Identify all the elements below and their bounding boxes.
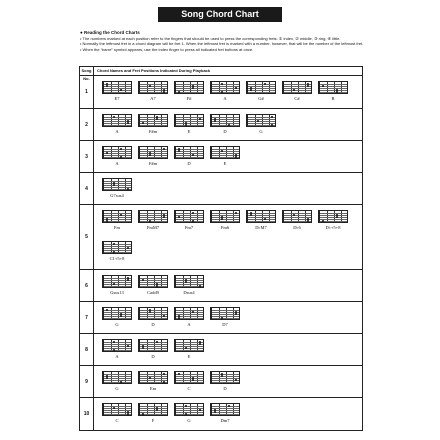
- intro-line: • When the “barre” symbol appears, use the index finger to press all indicated fret buttons at once.: [80, 46, 254, 52]
- chord-item: [174, 146, 204, 166]
- chord-table: [79, 66, 363, 431]
- song-number: 8: [80, 334, 94, 365]
- chord-name: A: [115, 354, 119, 359]
- col-chords-header: Chord Names and Fret Positions Indicated During Playback: [97, 68, 211, 73]
- chord-item: [210, 403, 240, 423]
- chord-item: [210, 114, 240, 134]
- chord-name: D♭M7: [255, 225, 267, 230]
- chord-name: A7: [150, 96, 156, 101]
- table-row: [80, 398, 362, 430]
- chord-diagram: [174, 339, 204, 352]
- chord-diagram: [102, 81, 132, 94]
- chord-name: F#: [186, 96, 192, 101]
- chord-diagram: [174, 146, 204, 159]
- chord-list: [94, 141, 362, 172]
- chord-diagram: [210, 81, 240, 94]
- chord-item: [174, 371, 204, 391]
- intro-line: • The numbers marked at each position refer to the fingers that should be used to press the corresponding frets: ① index, ② middle, ③ ring, ④ little.: [80, 35, 341, 41]
- chord-item: [174, 114, 204, 134]
- chord-name: Cadd9: [147, 290, 159, 295]
- intro-section: [80, 30, 370, 52]
- chord-name: F: [151, 418, 155, 423]
- chord-name: D: [223, 129, 227, 134]
- chord-diagram: [210, 403, 240, 416]
- chord-name: G7sus4: [110, 193, 124, 198]
- chord-name: E: [223, 161, 227, 166]
- chord-name: D: [151, 322, 155, 327]
- chord-item: [318, 210, 348, 231]
- chord-name: G: [187, 418, 191, 423]
- chord-item: [102, 81, 132, 101]
- chord-diagram: [138, 307, 168, 320]
- chord-item: [210, 81, 240, 101]
- chord-name: C#: [294, 96, 300, 101]
- chord-diagram: [138, 81, 168, 94]
- chord-list: [94, 270, 362, 301]
- chord-item: [318, 81, 348, 101]
- chord-diagram: [246, 210, 276, 223]
- chord-item: [102, 307, 132, 327]
- chord-diagram: [318, 81, 348, 94]
- chord-item: [246, 81, 276, 101]
- chord-list: [94, 302, 362, 333]
- chord-item: [102, 403, 132, 423]
- chord-name: FmM7: [146, 225, 160, 230]
- col-song-no: Song No.: [80, 67, 94, 75]
- chord-list: [94, 366, 362, 397]
- chord-name: G: [115, 386, 119, 391]
- chord-list: [94, 334, 362, 365]
- chord-item: [102, 241, 132, 261]
- chord-item: [138, 81, 168, 101]
- chord-item: [102, 275, 132, 295]
- chord-name: D7: [222, 322, 228, 327]
- chord-diagram: [210, 210, 240, 223]
- chord-diagram: [138, 403, 168, 416]
- chord-name: Dsus4: [183, 290, 195, 295]
- chord-item: [174, 210, 204, 230]
- table-row: [80, 173, 362, 205]
- chord-name: F#m: [148, 161, 158, 166]
- chord-name: G: [115, 322, 119, 327]
- page-title: Song Chord Chart: [158, 7, 282, 22]
- chord-name: C: [187, 386, 191, 391]
- chord-item: [102, 146, 132, 166]
- chord-item: [174, 275, 204, 295]
- intro-heading: ● Reading the Chord Charts: [80, 30, 140, 35]
- chord-name: C: [115, 418, 119, 423]
- chord-name: Fm6: [220, 225, 230, 230]
- chord-diagram: [174, 81, 204, 94]
- chord-item: [138, 210, 168, 230]
- chord-name: F#m: [148, 129, 158, 134]
- chord-item: [246, 210, 276, 231]
- chord-diagram: [174, 403, 204, 416]
- song-number: 1: [80, 76, 94, 108]
- intro-heading-text: Reading the Chord Charts: [83, 30, 140, 35]
- chord-item: [210, 210, 240, 230]
- chord-diagram: [102, 275, 132, 288]
- table-row: [80, 141, 362, 173]
- table-row: [80, 205, 362, 270]
- table-row: [80, 334, 362, 366]
- chord-item: [246, 114, 276, 134]
- chord-item: [138, 275, 168, 295]
- chord-name: E: [187, 354, 191, 359]
- chord-item: [102, 178, 132, 198]
- chord-diagram: [102, 307, 132, 320]
- chord-item: [138, 146, 168, 166]
- chord-item: [174, 307, 204, 327]
- song-number: 5: [80, 205, 94, 269]
- chord-name: D: [187, 161, 191, 166]
- chord-diagram: [318, 210, 348, 223]
- chord-item: [138, 371, 168, 391]
- chord-item: [102, 114, 132, 134]
- chord-name: E7: [114, 96, 120, 101]
- chord-item: [138, 339, 168, 359]
- chord-name: D: [151, 354, 155, 359]
- chord-name: D♭+5+8: [325, 225, 341, 230]
- chord-diagram: [174, 114, 204, 127]
- table-header: [80, 67, 362, 81]
- song-number: 4: [80, 173, 94, 204]
- chord-name: E: [187, 129, 191, 134]
- chord-item: [174, 81, 204, 101]
- chord-diagram: [210, 114, 240, 127]
- chord-diagram: [102, 403, 132, 416]
- chord-name: C1+5+8: [109, 256, 125, 261]
- chord-name: Fm7: [184, 225, 194, 230]
- chord-name: A: [187, 322, 191, 327]
- chord-diagram: [210, 371, 240, 384]
- chord-name: Fm: [113, 225, 120, 230]
- chord-diagram: [246, 114, 276, 127]
- chord-item: [102, 210, 132, 230]
- chord-item: [102, 339, 132, 359]
- intro-line: • Normally the leftmost fret in a chord diagram will be fret 1. When the leftmost fret is marked with a number, however, that will be the number of the leftmost fret.: [80, 41, 364, 46]
- chord-list: [94, 173, 362, 204]
- chord-list: [94, 76, 362, 108]
- chord-diagram: [138, 339, 168, 352]
- chord-diagram: [282, 210, 312, 223]
- chord-item: [138, 403, 168, 423]
- chord-diagram: [102, 241, 132, 254]
- song-number: 9: [80, 366, 94, 397]
- chord-diagram: [210, 146, 240, 159]
- chord-diagram: [174, 210, 204, 223]
- chord-name: G#: [258, 96, 264, 101]
- chord-name: D♭6: [293, 225, 301, 230]
- chord-name: Dm7: [220, 418, 230, 423]
- chord-diagram: [174, 307, 204, 320]
- chord-list: [94, 205, 362, 269]
- chord-diagram: [174, 275, 204, 288]
- chord-diagram: [102, 178, 132, 191]
- song-number: 3: [80, 141, 94, 172]
- chord-item: [210, 146, 240, 166]
- chord-name: D: [223, 386, 227, 391]
- song-number: 10: [80, 398, 94, 430]
- chord-item: [282, 210, 312, 231]
- chord-name: A: [115, 129, 119, 134]
- chord-name: G: [259, 129, 263, 134]
- chord-list: [94, 398, 362, 430]
- song-number: 7: [80, 302, 94, 333]
- chord-name: Em: [149, 386, 157, 391]
- song-number: 2: [80, 109, 94, 140]
- chord-item: [174, 339, 204, 359]
- table-row: [80, 270, 362, 302]
- chord-name: A: [223, 96, 227, 101]
- chord-diagram: [138, 275, 168, 288]
- chord-name: B: [331, 96, 335, 101]
- chord-diagram: [210, 307, 240, 320]
- chord-item: [138, 307, 168, 327]
- chord-item: [138, 114, 168, 134]
- chord-item: [282, 81, 312, 101]
- chord-diagram: [174, 371, 204, 384]
- chord-diagram: [102, 146, 132, 159]
- chord-list: [94, 109, 362, 140]
- chord-diagram: [138, 210, 168, 223]
- table-row: [80, 302, 362, 334]
- chord-name: Gsus13: [110, 290, 124, 295]
- chord-diagram: [102, 114, 132, 127]
- chord-diagram: [282, 81, 312, 94]
- chord-diagram: [102, 210, 132, 223]
- chord-item: [210, 307, 240, 327]
- chord-diagram: [246, 81, 276, 94]
- chord-diagram: [138, 371, 168, 384]
- chord-item: [174, 403, 204, 423]
- chord-diagram: [138, 114, 168, 127]
- chord-item: [210, 371, 240, 391]
- chord-diagram: [102, 371, 132, 384]
- song-number: 6: [80, 270, 94, 301]
- chord-diagram: [102, 339, 132, 352]
- table-row: [80, 366, 362, 398]
- chord-name: A: [115, 161, 119, 166]
- table-row: [80, 76, 362, 109]
- chord-diagram: [138, 146, 168, 159]
- table-row: [80, 109, 362, 141]
- chord-item: [102, 371, 132, 391]
